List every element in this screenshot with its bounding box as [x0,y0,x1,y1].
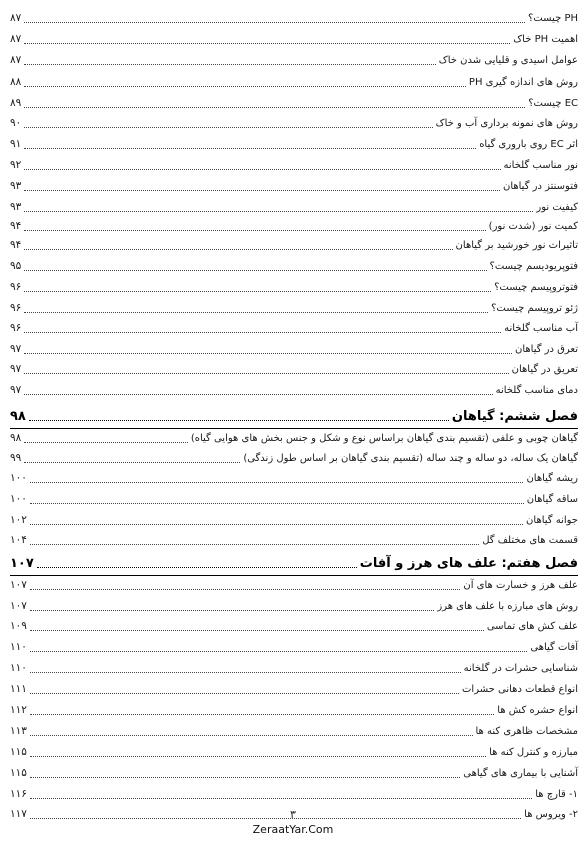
entry-title: ریشه گیاهان [526,472,578,484]
entry-page-number: ۹۱ [10,138,22,150]
entry-page-number: ۹۸ [10,432,22,444]
entry-title: عوامل اسیدی و قلیایی شدن خاک [438,54,578,66]
chapter-heading[interactable] [10,553,578,573]
chapter-rule [10,428,578,429]
dot-leader [30,650,527,652]
dot-leader [24,441,188,443]
entry-page-number: ۹۶ [10,302,22,314]
dot-leader [24,331,501,333]
toc-entry[interactable] [10,448,578,468]
toc-entry[interactable] [10,72,578,92]
toc-entry[interactable] [10,298,578,318]
dot-leader [37,566,357,568]
dot-leader [24,147,476,149]
entry-page-number: ۱۱۶ [10,788,27,800]
toc-entry[interactable] [10,134,578,154]
entry-title: روش های اندازه گیری PH [468,76,578,88]
entry-title: آفات گیاهی [530,641,578,653]
entry-page-number: ۱۰۴ [10,534,27,546]
dot-leader [24,126,432,128]
entry-title: اثر EC روی باروری گیاه [479,138,578,150]
toc-entry[interactable] [10,742,578,762]
entry-title: علف کش های تماسی [486,620,578,632]
entry-page-number: ۱۱۵ [10,746,27,758]
toc-entry[interactable] [10,359,578,379]
toc-entry[interactable] [10,50,578,70]
entry-title: اهمیت PH خاک [513,33,578,45]
toc-entry[interactable] [10,235,578,255]
entry-page-number: ۱۱۵ [10,767,27,779]
entry-page-number: ۹۴ [10,220,22,232]
dot-leader [30,713,494,715]
dot-leader [30,797,532,799]
toc-entry[interactable] [10,658,578,678]
entry-title: کیفیت نور [536,201,578,213]
toc-entry[interactable] [10,256,578,276]
entry-page-number: ۹۶ [10,281,22,293]
toc-entry[interactable] [10,339,578,359]
entry-page-number: ۹۸ [10,408,26,424]
dot-leader [24,21,525,23]
dot-leader [30,629,484,631]
entry-page-number: ۹۲ [10,159,22,171]
entry-page-number: ۱۰۷ [10,579,27,591]
dot-leader [30,692,459,694]
toc-entry[interactable] [10,318,578,338]
entry-page-number: ۹۳ [10,180,22,192]
toc-entry[interactable] [10,530,578,550]
dot-leader [30,502,524,504]
entry-title: شناسایی حشرات در گلخانه [463,662,578,674]
toc-entry[interactable] [10,216,578,236]
entry-title: مشخصات ظاهری کنه ها [475,725,578,737]
dot-leader [24,248,452,250]
dot-leader [24,393,492,395]
entry-title: انواع حشره کش ها [497,704,578,716]
dot-leader [30,776,460,778]
entry-page-number: ۱۰۷ [10,600,27,612]
entry-title: آشنایی با بیماری های گیاهی [463,767,578,779]
toc-entry[interactable] [10,8,578,28]
dot-leader [30,755,486,757]
dot-leader [24,229,485,231]
chapter-heading[interactable] [10,406,578,426]
entry-title: روش های نمونه برداری آب و خاک [435,117,578,129]
chapter-title: فصل ششم: گیاهان [451,408,578,424]
entry-title: قسمت های مختلف گل [482,534,578,546]
entry-title: روش های مبارزه با علف های هرز [437,600,578,612]
dot-leader [29,419,449,421]
entry-title: انواع قطعات دهانی حشرات [462,683,578,695]
entry-title: گیاهان یک ساله، دو ساله و چند ساله (تقسیم بندی گیاهان بر اساس طول زندگی) [243,452,578,464]
entry-page-number: ۹۰ [10,117,22,129]
entry-title: مبارزه و کنترل کنه ها [489,746,578,758]
entry-page-number: ۹۵ [10,260,22,272]
entry-page-number: ۸۷ [10,54,22,66]
chapter-title: فصل هفتم: علف های هرز و آفات [359,555,578,571]
toc-entry[interactable] [10,489,578,509]
entry-title: آب مناسب گلخانه [504,322,578,334]
dot-leader [30,609,434,611]
entry-title: فتوپریودیسم چیست؟ [489,260,578,272]
dot-leader [24,85,466,87]
dot-leader [30,481,524,483]
entry-page-number: ۹۹ [10,452,22,464]
entry-title: ساقه گیاهان [526,493,578,505]
toc-entry[interactable] [10,596,578,616]
dot-leader [24,106,525,108]
entry-page-number: ۱۱۰ [10,641,27,653]
entry-page-number: ۱۰۰ [10,472,27,484]
dot-leader [24,372,508,374]
dot-leader [24,461,240,463]
entry-page-number: ۱۱۷ [10,808,27,820]
entry-page-number: ۹۷ [10,343,22,355]
entry-title: فتوتروپیسم چیست؟ [494,281,578,293]
toc-entry[interactable] [10,29,578,49]
entry-page-number: ۱۱۱ [10,683,27,695]
entry-page-number: ۸۹ [10,97,22,109]
site-watermark: ZeraatYar.Com [252,823,334,836]
toc-entry[interactable] [10,468,578,488]
toc-entry[interactable] [10,428,578,448]
dot-leader [24,311,488,313]
entry-title: ۲- ویروس ها [524,808,578,820]
entry-page-number: ۹۴ [10,239,22,251]
dot-leader [24,352,512,354]
dot-leader [24,168,500,170]
toc-entry[interactable] [10,616,578,636]
entry-page-number: ۸۸ [10,76,22,88]
entry-page-number: ۹۳ [10,201,22,213]
dot-leader [24,210,533,212]
chapter-rule [10,575,578,576]
entry-title: PH چیست؟ [528,12,578,24]
entry-page-number: ۱۰۹ [10,620,27,632]
toc-entry[interactable] [10,93,578,113]
toc-entry[interactable] [10,510,578,530]
dot-leader [30,671,461,673]
entry-page-number: ۸۷ [10,33,22,45]
dot-leader [30,734,473,736]
entry-title: کمیت نور (شدت نور) [488,220,578,232]
entry-title: تعریق در گیاهان [511,363,578,375]
entry-title: دمای مناسب گلخانه [495,384,578,396]
page-number: ۳ [290,808,296,821]
entry-title: نور مناسب گلخانه [503,159,578,171]
toc-entry[interactable] [10,277,578,297]
toc-entry[interactable] [10,721,578,741]
entry-page-number: ۹۷ [10,384,22,396]
dot-leader [24,269,486,271]
entry-page-number: ۱۰۷ [10,555,34,571]
entry-title: تعرق در گیاهان [514,343,578,355]
dot-leader [24,63,435,65]
entry-page-number: ۱۱۳ [10,725,27,737]
toc-entry[interactable] [10,575,578,595]
dot-leader [24,42,510,44]
entry-page-number: ۱۰۰ [10,493,27,505]
dot-leader [30,523,523,525]
entry-page-number: ۱۱۲ [10,704,27,716]
toc-entry[interactable] [10,763,578,783]
entry-title: ژئو تروپیسم چیست؟ [491,302,578,314]
toc-entry[interactable] [10,637,578,657]
toc-entry[interactable] [10,155,578,175]
dot-leader [30,588,460,590]
dot-leader [24,189,500,191]
toc-entry[interactable] [10,784,578,804]
entry-title: EC چیست؟ [528,97,578,109]
dot-leader [24,290,491,292]
entry-title: ۱- قارچ ها [535,788,578,800]
dot-leader [30,543,479,545]
toc-entry[interactable] [10,176,578,196]
entry-title: گیاهان چوبی و علفی (تقسیم بندی گیاهان براساس نوع و شکل و جنس بخش های هوایی گیاه) [190,432,578,444]
entry-page-number: ۹۶ [10,322,22,334]
entry-page-number: ۱۱۰ [10,662,27,674]
toc-entry[interactable] [10,380,578,400]
entry-page-number: ۱۰۲ [10,514,27,526]
entry-title: فتوسنتز در گیاهان [502,180,578,192]
entry-title: جوانه گیاهان [526,514,578,526]
entry-title: علف هرز و خسارت های آن [463,579,578,591]
entry-page-number: ۹۷ [10,363,22,375]
entry-title: تاثیرات نور خورشید بر گیاهان [455,239,578,251]
entry-page-number: ۸۷ [10,12,22,24]
toc-entry[interactable] [10,700,578,720]
toc-entry[interactable] [10,197,578,217]
toc-entry[interactable] [10,113,578,133]
toc-entry[interactable] [10,679,578,699]
